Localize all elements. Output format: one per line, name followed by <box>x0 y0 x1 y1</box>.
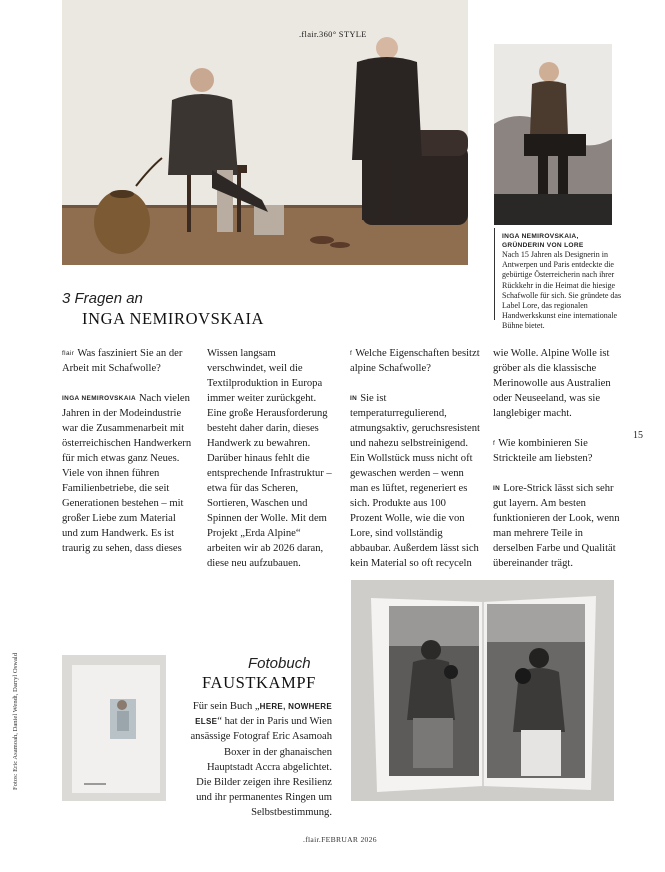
question-tag: f <box>350 350 353 357</box>
interview-kicker: 3 Fragen an <box>62 290 143 307</box>
fotobuch-text: Für sein Buch „HERE, NOWHERE ELSE“ hat der in Paris und Wien ansässige Fotograf Eric Asamoah Boxer in der ghanaischen Hauptstadt Accra abgelichtet. Die Bilder zeigen ihre Resilienz und ihr permanentes Ringen um Selbstbestimmung. <box>190 701 332 819</box>
fotobuch-kicker: Fotobuch <box>248 655 311 672</box>
book-title: HERE, NOWHERE ELSE <box>195 702 332 727</box>
answer-1: INGA NEMIROVSKAIA Nach vielen Jahren in der Modeindustrie war die Zusammenarbeit mit österreichischen Handwerkern für mich etwas ganz Neues. Viele von ihnen führen Familienbetriebe, die seit Generationen bestehen – mit großer Liebe zum Material und zum Handwerk. Es ist traurig zu sehen, dass dieses <box>62 393 192 554</box>
answer-2-continued: wie Wolle. Alpine Wolle ist gröber als die klassische Merinowolle aus Australien oder Neuseeland, was sie langlebiger macht. <box>493 348 611 419</box>
interview-title: INGA NEMIROVSKAIA <box>82 309 265 328</box>
answer-tag: INGA NEMIROVSKAIA <box>62 395 137 402</box>
portrait-caption <box>502 232 627 332</box>
answer-tag: IN <box>493 485 501 492</box>
main-photo-two-women-in-studio <box>62 0 468 265</box>
question-2: f Welche Eigenschaften besitzt alpine Schafwolle? <box>350 348 480 374</box>
photo-credit: Fotos: Eric Asamoah, Daniel Wendt, Darryl Oswald <box>12 652 19 790</box>
question-tag: f <box>493 440 496 447</box>
book-cover-photo <box>62 655 166 801</box>
question-3: f Wie kombinieren Sie Strickteile am liebsten? <box>493 438 593 464</box>
question-tag: flair <box>62 350 75 357</box>
article-column-2 <box>207 346 337 571</box>
answer-tag: IN <box>350 395 358 402</box>
caption-text: Nach 15 Jahren als Designerin in Antwerpen und Paris entdeckte die gebürtige Österreicherin nach ihrer Rückkehr in die Heimat die hiesige Schafwolle für sich. Sie gründete das Label Lore, das regionalen Handwerkskunst eine internationale Bühne bietet. <box>502 250 622 331</box>
answer-3: IN Lore-Strick lässt sich sehr gut layern. Am besten funktionieren der Look, wenn man mehrere Teile in derselben Farbe und Qualität übereinander trägt. <box>493 483 620 569</box>
section-brand-header: .flair.360° STYLE <box>299 29 367 39</box>
question-1: flair Was fasziniert Sie an der Arbeit mit Schafwolle? <box>62 348 183 374</box>
answer-1-continued: Wissen langsam verschwindet, weil die Textilproduktion in Europa immer weiter zurückgeht. Eine große Herausforderung besteht daher darin, dieses Handwerk zu bewahren. Darüber hinaus fehlt die entsprechende Infrastruktur – etwa für das Scheren, Sortieren, Waschen und Spinnen der Wolle. Mit dem Projekt „Erda Alpine“ arbeiten wir ab 2026 daran, diese neu aufzubauen. <box>207 348 332 569</box>
caption-rule <box>494 228 495 320</box>
page-number: 15 <box>633 430 643 441</box>
article-column-1 <box>62 346 192 556</box>
fotobuch-title: FAUSTKAMPF <box>202 673 316 692</box>
article-column-3 <box>350 346 480 571</box>
article-column-4 <box>493 346 623 571</box>
portrait-photo-inga <box>494 44 612 225</box>
answer-2: IN Sie ist temperaturregulierend, atmungsaktiv, geruchsresistent und nahezu selbstreinigend. Ein Wollstück muss nicht oft gewaschen werden – wenn man es lüftet, regeneriert es sich. Produkte aus 100 Prozent Wolle, wie die von Lore, sind vollständig abbaubar. Außerdem lässt sich kein Material so oft recyceln <box>350 393 480 569</box>
caption-role: GRÜNDERIN VON LORE <box>502 242 584 249</box>
page-footer: .flair.FEBRUAR 2026 <box>303 835 377 844</box>
caption-name: INGA NEMIROVSKAIA, <box>502 233 579 240</box>
photobook-spread-photo <box>351 580 614 801</box>
